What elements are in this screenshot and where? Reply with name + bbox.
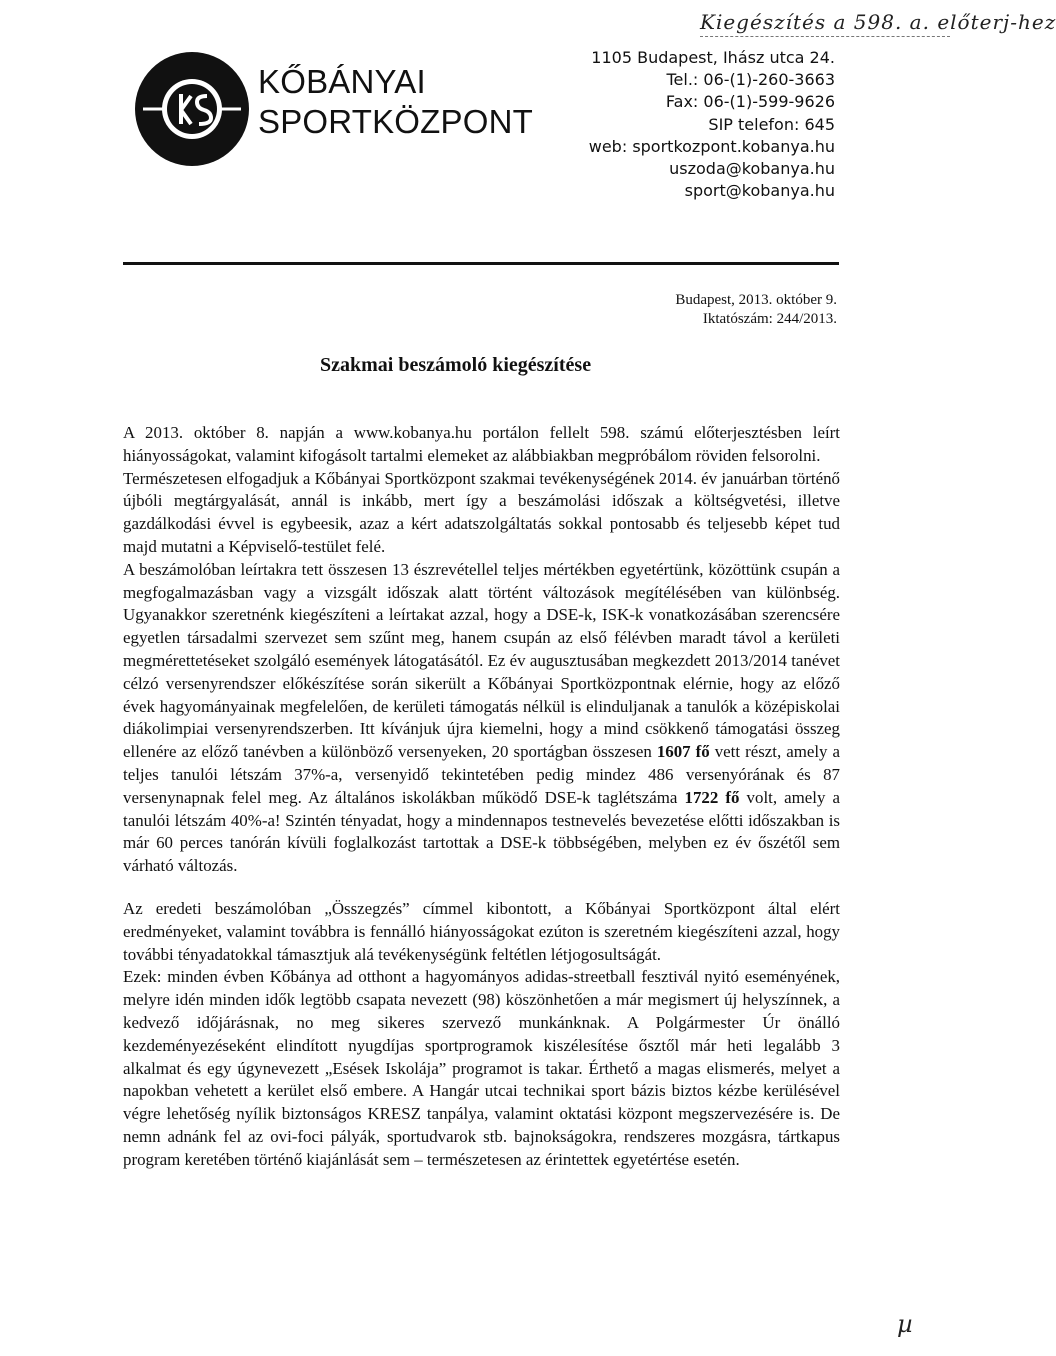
annotation-underline	[700, 36, 950, 38]
document-date: Budapest, 2013. október 9.	[675, 292, 837, 308]
paragraph-text: volt, amely a tanulói létszám 40%-a! Szintén tényadat, hogy a mindennapos testnevelés bevezetése előtti időszakban is már 60 perces tanórán kívüli foglalkozást tartottak a DSE-k többségében, melyben ez év őszétől sem várható változás.	[123, 787, 841, 876]
contact-address: 1105 Budapest, Ihász utca 24.	[591, 48, 835, 67]
paragraph-intro: A 2013. október 8. napján a www.kobanya.hu portálon fellelt 598. számú előterjesztésben leírt hiányosságokat, valamint kifogásolt tartalmi elemeket az alábbiakban megpróbálom röviden felsorolni.	[123, 423, 840, 465]
paragraph-facts: Ezek: minden évben Kőbánya ad otthont a hagyományos adidas-streetball fesztivál nyitó eseményének, melyre idén minden idők legtöbb csapata nevezett (98) köszönhetően a már megismert új helyszínnek, a kedvező időjárásnak, no meg sikeres szervező munkánknak. A Polgármester Úr önálló kezdeményezéseként elindított nyugdíjas sportprogramok kiszélesítése ősztől már heti legalább 3 alkalmat és egy úgynevezett „Esések Iskolája” programot is takar. Érthető a magas elismerés, melyet a napokban vehetett a kerület első embere. A Hangár utcai technikai sport bázis biztos kézbe kerülésével végre lehetőség nyílik biztonságos KRESZ tanpálya, valamint oktatási központ megszervezésére is. De nemn adnánk fel az ovi-foci pályák, sportudvarok stb. bajnokságokra, rendszeres mozgásra, tártkapus program keretében történő kiajánlását sem – természetesen az érintettek egyetértése esetén.	[123, 967, 840, 1169]
header-divider	[123, 262, 839, 265]
contact-fax: Fax: 06-(1)-599-9626	[665, 92, 835, 112]
paragraph-observations	[123, 559, 840, 878]
contact-web: web: sportkozpont.kobanya.hu	[588, 136, 835, 156]
paragraph-summary: Az eredeti beszámolóban „Összegzés” címmel kibontott, a Kőbányai Sportközpont által elért eredményeket, valamint továbbra is fennálló hiányosságokat ezúton is szeretném kiegészíteni azzal, hogy további tényadatokkal támasztjuk alá tevékenységünk feltétlen létjogosultságát.	[123, 898, 840, 964]
paragraph-gap	[123, 878, 840, 898]
org-name-line2: SPORTKÖZPONT	[258, 103, 533, 140]
handwritten-initials: µ	[897, 1310, 913, 1338]
organization-name	[258, 62, 533, 142]
sportkozpont-logo-icon	[133, 50, 251, 168]
document-title: Szakmai beszámoló kiegészítése	[320, 354, 592, 376]
document-body	[123, 422, 840, 1172]
paragraph-text: A beszámolóban leírtakra tett összesen 13 észrevétellel teljes mértékben egyetértünk, közöttünk csupán a megfogalmazásban vagy a vizsgált időszak alatt történt változások megítélésében van különbség. Ugyanakkor szeretnénk kiegészíteni a leírtakat azzal, hogy a DSE-k, ISK-k vonatkozásában szerencsére egyetlen társadalmi szervezet sem szűnt meg, hanem csupán az első félévben maradt távol a kerületi megmérettetéseket szolgáló események látogatásától. Ez év augusztusában megkezdett 2013/2014 tanévet célzó versenyrendszer előkészítése során sikerült a Kőbányai Sportközpontnak elérnie, hogy az előző évek hagyományainak megfelelően, de kerületi támogatás nélkül is elinduljanak a tanulók a középiskolai diákolimpiai versenyrendszerben. Itt kívánjuk újra kiemelni, hogy a mind csökkenő támogatási összeg ellenére az előző tanévben a különböző versenyeken, 20 sportágban összesen	[123, 559, 840, 762]
paragraph-text: vett részt, amely a teljes tanulói létszám 37%-a, versenyidő tekintetében pedig mindez 486 versenyórának és 87 versenynapnak felel meg. Az általános iskolákban működő DSE-k taglétszáma	[123, 742, 841, 807]
contact-block	[589, 47, 835, 202]
contact-email-sport: sport@kobanya.hu	[684, 181, 835, 201]
paragraph-acceptance: Természetesen elfogadjuk a Kőbányai Sportközpont szakmai tevékenységének 2014. év januárban történő újbóli megtárgyalását, annál is inkább, mert így a beszámolási időszak a költségvetési, illetve gazdálkodási évvel is egybeesik, azaz a kért adatszolgáltatás sokkal pontosabb és teljesebb képet tud majd mutatni a Képviselő-testület felé.	[123, 468, 840, 556]
contact-email-uszoda: uszoda@kobanya.hu	[669, 159, 835, 179]
handwritten-annotation: Kiegészítés a 598. a. előterj-hez	[700, 10, 1056, 34]
org-name-line1: KŐBÁNYAI	[258, 63, 426, 100]
contact-sip: SIP telefon: 645	[708, 114, 835, 134]
reference-number: Iktatószám: 244/2013.	[702, 311, 837, 327]
participants-count: 1607 fő	[656, 742, 710, 762]
date-block	[675, 291, 837, 329]
contact-phone: Tel.: 06-(1)-260-3663	[666, 70, 835, 90]
dse-members-count: 1722 fő	[684, 787, 740, 807]
